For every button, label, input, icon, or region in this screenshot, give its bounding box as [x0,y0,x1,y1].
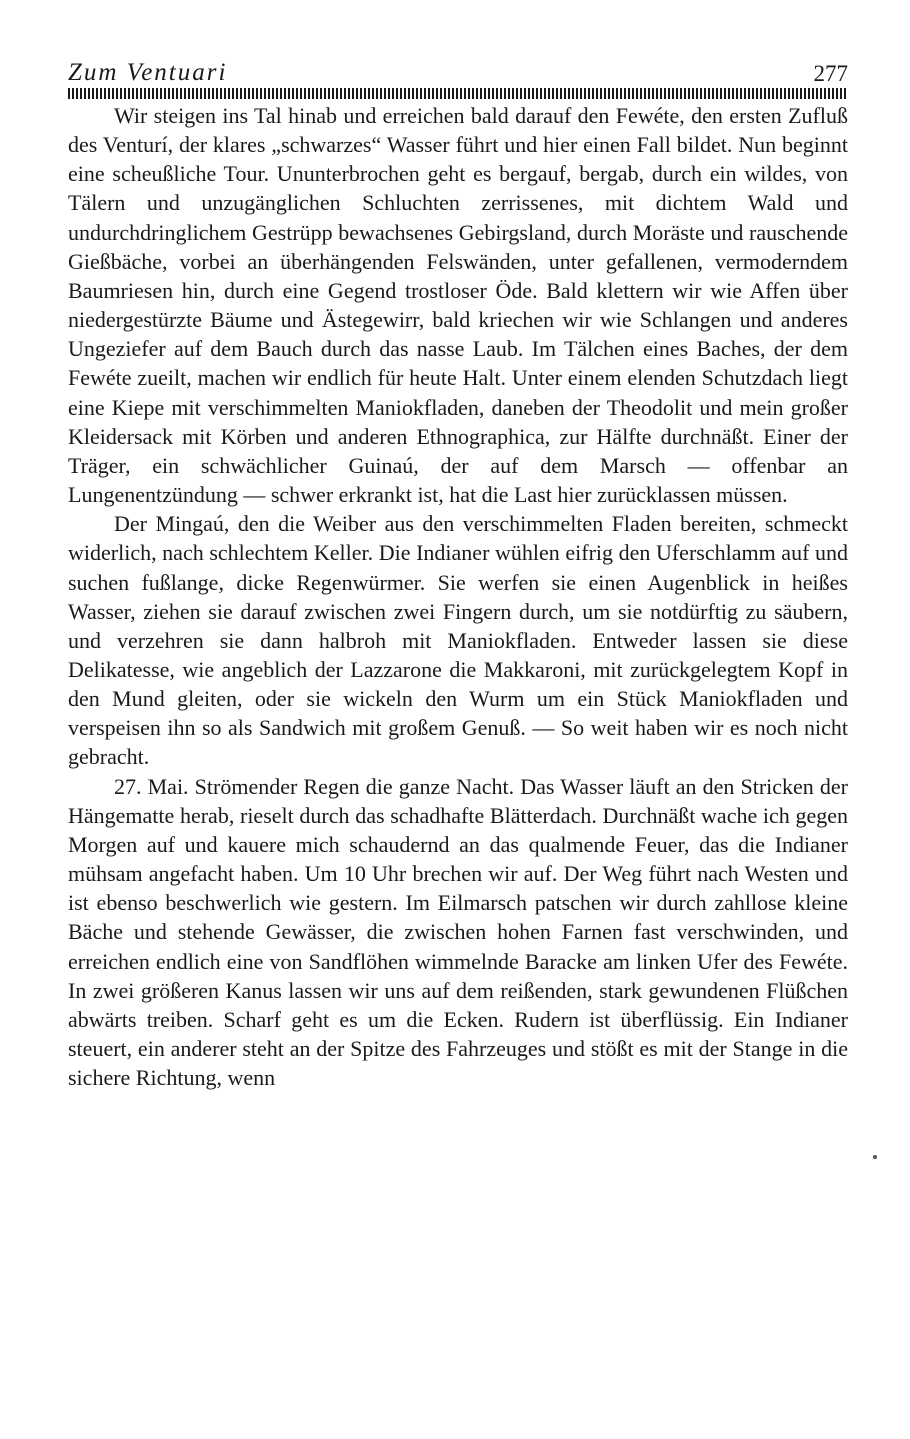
page-number: 277 [813,61,848,86]
header-rule [68,88,848,99]
body-text [68,101,848,1092]
paragraph-1: Wir steigen ins Tal hinab und erreichen bald darauf den Fewéte, den ersten Zufluß des Venturí, der klares „schwarzes“ Wasser führt und hier einen Fall bildet. Nun beginnt eine scheußliche Tour. Ununterbrochen geht es bergauf, bergab, durch ein wildes, von Tälern und unzugänglichen Schluchten zerrissenes, mit dichtem Wald und undurchdringlichem Gestrüpp bewachsenes Gebirgsland, durch Moräste und rauschende Gießbäche, vorbei an überhängenden Felswänden, unter gefallenen, vermoderndem Baumriesen hin, durch eine Gegend trostloser Öde. Bald klettern wir wie Affen über niedergestürzte Bäume und Ästegewirr, bald kriechen wir wie Schlangen und anderes Ungeziefer auf dem Bauch durch das nasse Laub. Im Tälchen eines Baches, der dem Fewéte zueilt, machen wir endlich für heute Halt. Unter einem elenden Schutzdach liegt eine Kiepe mit verschimmelten Maniokfladen, daneben der Theodolit und mein großer Kleidersack mit Körben und anderen Ethnographica, zur Hälfte durchnäßt. Einer der Träger, ein schwächlicher Guinaú, der auf dem Marsch — offenbar an Lungenentzündung — schwer erkrankt ist, hat die Last hier zurücklassen müssen. [68,103,848,508]
running-head-title: Zum Ventuari [68,59,228,86]
paragraph-3: 27. Mai. Strömender Regen die ganze Nacht. Das Wasser läuft an den Stricken der Hängematte herab, rieselt durch das schadhafte Blätterdach. Durchnäßt wache ich gegen Morgen auf und kauere mich schaudernd an das qualmende Feuer, das die Indianer mühsam angefacht haben. Um 10 Uhr brechen wir auf. Der Weg führt nach Westen und ist ebenso beschwerlich wie gestern. Im Eilmarsch patschen wir durch zahllose kleine Bäche und stehende Gewässer, die zwischen hohen Farnen fast verschwinden, und erreichen endlich eine von Sandflöhen wimmelnde Baracke am linken Ufer des Fewéte. In zwei größeren Kanus lassen wir uns auf dem reißenden, stark gewundenen Flüßchen abwärts treiben. Scharf geht es um die Ecken. Rudern ist überflüssig. Ein Indianer steuert, ein anderer steht an der Spitze des Fahrzeuges und stößt es mit der Stange in die sichere Richtung, wenn [68,773,848,1091]
paragraph-2: Der Mingaú, den die Weiber aus den verschimmelten Fladen bereiten, schmeckt widerlich, nach schlechtem Keller. Die Indianer wühlen eifrig den Uferschlamm auf und suchen fußlange, dicke Regenwürmer. Sie werfen sie einen Augenblick in heißes Wasser, ziehen sie darauf zwischen zwei Fingern durch, um sie notdürftig zu säubern, und verzehren sie dann halbroh mit Maniokfladen. Entweder lassen sie diese Delikatesse, wie angeblich der Lazzarone die Makkaroni, mit zurückgelegtem Kopf in den Mund gleiten, oder sie wickeln den Wurm um ein Stück Maniokfladen und verspeisen ihn so als Sandwich mit großem Genuß. — So weit haben wir es noch nicht gebracht. [68,511,848,770]
running-head [68,58,848,88]
margin-speck [873,1155,877,1159]
